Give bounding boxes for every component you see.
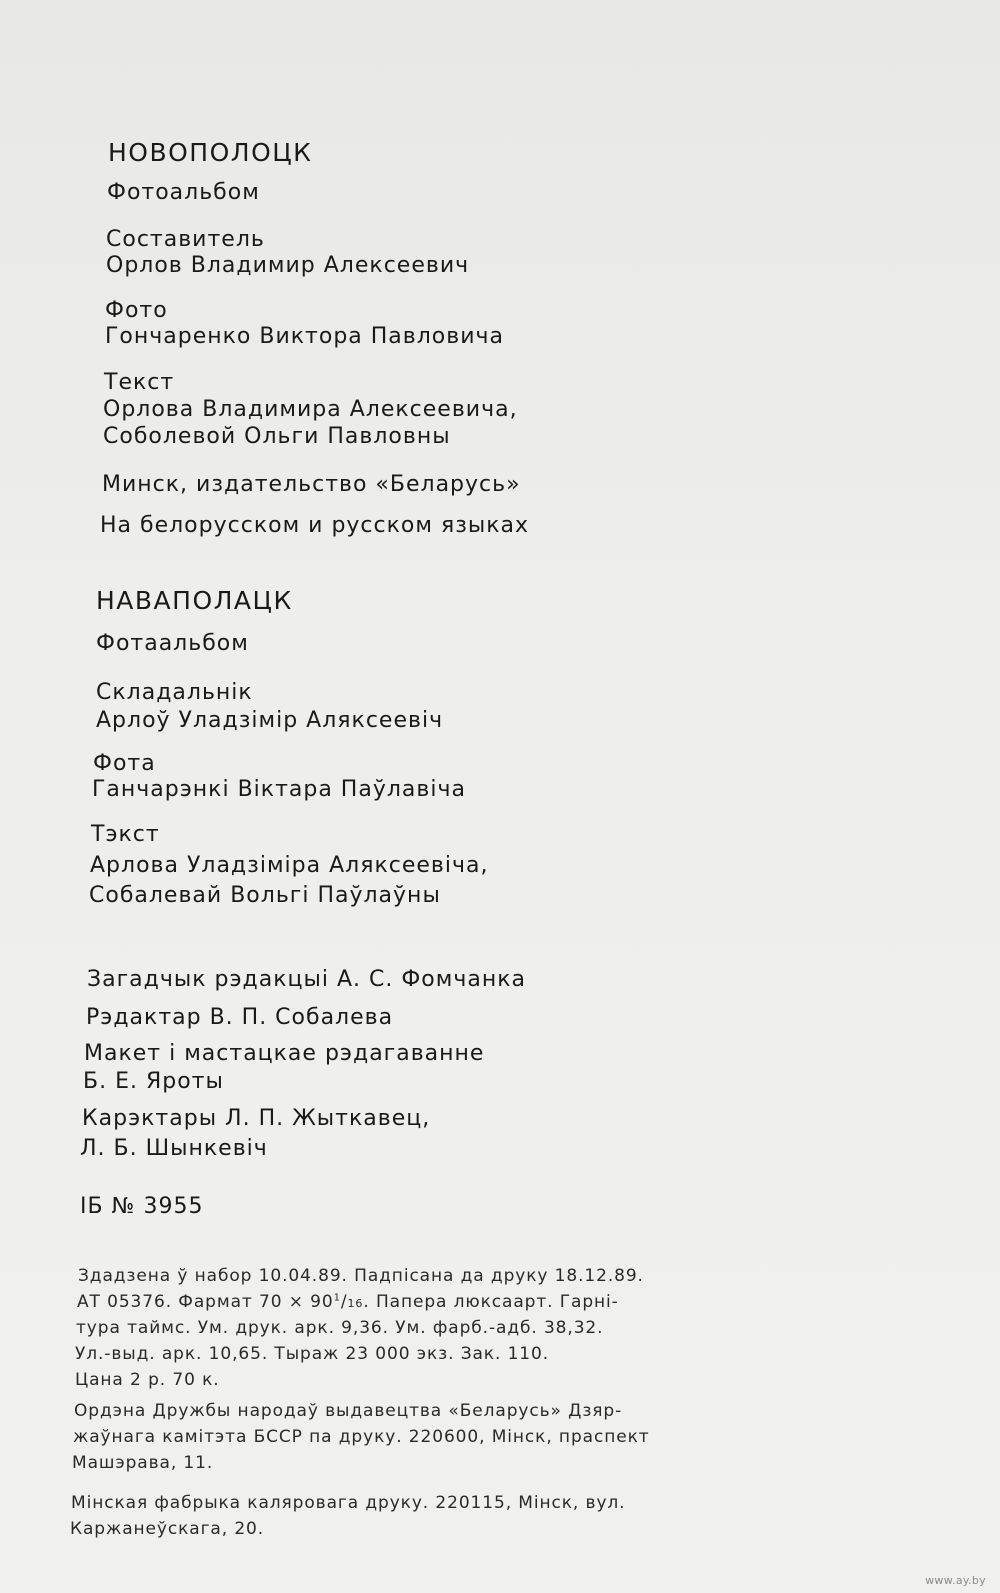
- imprint-line-4: Ул.-выд. арк. 10,65. Тыраж 23 000 экз. Зак. 110.: [75, 1344, 550, 1364]
- ru-compiler-label: Составитель: [106, 227, 265, 252]
- imprint-line-8: Машэрава, 11.: [72, 1453, 214, 1473]
- by-text-author-1: Арлова Уладзіміра Аляксеевіча,: [90, 853, 489, 878]
- by-photo-name: Ганчарэнкі Віктара Паўлавіча: [92, 777, 466, 802]
- ru-photo-name: Гончаренко Виктора Павловича: [105, 324, 505, 349]
- credit-proofreaders-1: Карэктары Л. П. Жыткавец,: [82, 1106, 431, 1131]
- ru-publisher: Минск, издательство «Беларусь»: [102, 472, 521, 497]
- by-title: НАВАПОЛАЦК: [96, 586, 293, 615]
- ru-subtitle: Фотоальбом: [107, 180, 260, 205]
- imprint-line-7: жаўнага камітэта БССР па друку. 220600, Мінск, праспект: [73, 1427, 650, 1447]
- imprint-line-10: Каржанеўскага, 20.: [70, 1519, 265, 1539]
- by-text-author-2: Собалевай Вольгі Паўлаўны: [89, 883, 441, 908]
- ru-photo-label: Фото: [105, 298, 168, 323]
- imprint-line-3: тура таймс. Ум. друк. арк. 9,36. Ум. фарб.-адб. 38,32.: [76, 1318, 604, 1338]
- imprint-line-1: Здадзена ў набор 10.04.89. Падпісана да друку 18.12.89.: [78, 1266, 644, 1286]
- ru-title: НОВОПОЛОЦК: [108, 138, 313, 167]
- by-subtitle: Фотаальбом: [96, 631, 249, 656]
- watermark: www.ay.by: [925, 1574, 986, 1587]
- by-text-label: Тэкст: [91, 822, 160, 847]
- ib-number: ІБ № 3955: [80, 1194, 204, 1219]
- ru-text-author-2: Соболевой Ольги Павловны: [103, 424, 451, 449]
- ru-compiler-name: Орлов Владимир Алексеевич: [106, 253, 470, 278]
- ru-languages: На белорусском и русском языках: [100, 513, 530, 538]
- ru-text-author-1: Орлова Владимира Алексеевича,: [103, 397, 518, 422]
- credit-head-editor: Загадчык рэдакцыі А. С. Фомчанка: [87, 967, 526, 992]
- credit-layout-name: Б. Е. Яроты: [83, 1069, 224, 1094]
- by-compiler-name: Арлоў Уладзімір Аляксеевіч: [96, 708, 444, 733]
- by-photo-label: Фота: [93, 751, 156, 776]
- imprint-line-6: Ордэна Дружбы народаў выдавецтва «Беларусь» Дзяр-: [74, 1401, 623, 1421]
- by-compiler-label: Складальнік: [96, 680, 253, 705]
- imprint-line-2: АТ 05376. Фармат $70 \times 90^1/16$. Папера люксаарт. Гарні-: [77, 1292, 619, 1312]
- credit-editor: Рэдактар В. П. Собалева: [86, 1005, 394, 1030]
- imprint-line-5: Цана 2 р. 70 к.: [75, 1370, 220, 1390]
- ru-text-label: Текст: [104, 370, 175, 395]
- imprint-line-9: Мінская фабрыка каляровага друку. 220115, Мінск, вул.: [71, 1493, 626, 1513]
- credit-layout-label: Макет і мастацкае рэдагаванне: [84, 1041, 485, 1066]
- credit-proofreaders-2: Л. Б. Шынкевіч: [80, 1136, 268, 1161]
